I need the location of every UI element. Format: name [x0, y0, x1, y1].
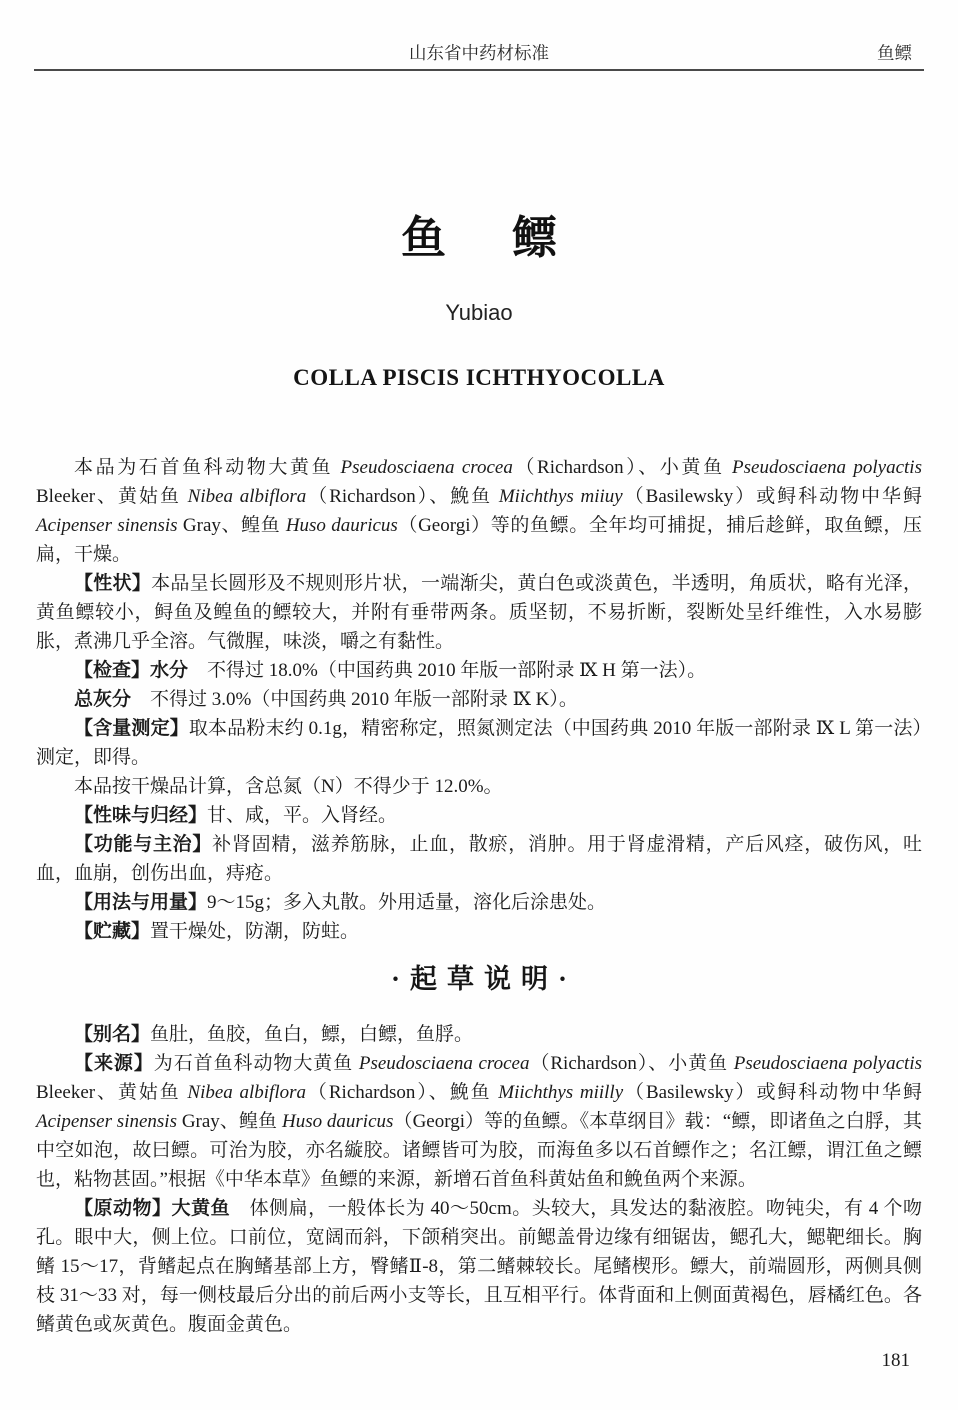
paragraph-total-ash: [36, 685, 922, 714]
text-run: Bleeker、黄姑鱼: [36, 486, 188, 507]
text-run: Bleeker、黄姑鱼: [36, 1082, 188, 1103]
monograph-body: [36, 453, 922, 946]
paragraph-storage: [36, 917, 922, 946]
text-run: Pseudosciaena crocea: [358, 1053, 530, 1074]
text-run: 【检查】水分: [74, 660, 189, 681]
text-run: （Basilewsky）或鲟科动物中华鲟: [623, 1082, 922, 1103]
monograph-title-latin: COLLA PISCIS ICHTHYOCOLLA: [293, 365, 665, 390]
text-run: 不得过 3.0%（中国药典 2010 年版一部附录 Ⅸ K）。: [131, 689, 578, 710]
text-run: 【用法与用量】: [74, 892, 208, 913]
monograph-title-cn: [36, 212, 922, 264]
text-run: 【别名】: [74, 1024, 151, 1045]
text-run: 置干燥处，防潮，防蛀。: [150, 921, 360, 942]
text-run: 本品为石首鱼科动物大黄鱼: [74, 457, 341, 478]
text-run: Nibea albiflora: [187, 1082, 306, 1103]
text-run: Huso dauricus: [285, 515, 398, 536]
paragraph-dosage: [36, 888, 922, 917]
text-run: 总灰分: [74, 689, 132, 710]
text-run: 【性味与归经】: [74, 805, 208, 826]
header-book-title: 山东省中药材标准: [409, 43, 549, 63]
text-run: （Basilewsky）或鲟科动物中华鲟: [622, 486, 922, 507]
draft-notes-heading: ·起草说明·: [390, 964, 577, 994]
header-rule: [34, 69, 924, 71]
text-run: （Richardson）、鮸鱼: [306, 486, 499, 507]
text-run: Miichthys miilly: [498, 1082, 624, 1103]
title-char-second: 鳔: [512, 212, 558, 263]
text-run: （Georgi）等的鱼鳔。《本草纲目》载：“鳔，即诸鱼之白脬，其中空如泡，故曰鳔。可治为胶，亦名縼胶。诸鳔皆可为胶，而海鱼多以石首鳔作之；名江鳔，谓江鱼之鳔也，粘物甚固。”根据《中华本草》鱼鳔的来源，新增石首鱼科黄姑鱼和鮸鱼两个来源。: [36, 1111, 922, 1190]
paragraph-assay-limit: [36, 772, 922, 801]
text-run: （Georgi）等的鱼鳔。全年均可捕捉，捕后趁鲜，取鱼鳔，压扁，干燥。: [36, 515, 922, 565]
text-run: Miichthys miiuy: [498, 486, 623, 507]
draft-notes-body: [36, 1020, 922, 1339]
text-run: （Richardson）、鮸鱼: [306, 1082, 499, 1103]
text-run: Gray、鳇鱼: [177, 515, 286, 536]
paragraph-assay: [36, 714, 922, 772]
text-run: Huso dauricus: [281, 1111, 394, 1132]
text-run: 【性状】: [74, 573, 152, 594]
paragraph-original-animal: [36, 1194, 922, 1339]
text-run: Acipenser sinensis: [36, 515, 178, 536]
text-run: （Richardson）、小黄鱼: [512, 457, 733, 478]
text-run: 本品呈长圆形及不规则形片状，一端渐尖，黄白色或淡黄色，半透明，角质状，略有光泽，黄鱼鳔较小，鲟鱼及鳇鱼的鳔较大，并附有垂带两条。质坚韧，不易折断，裂断处呈纤维性，入水易膨胀，煮沸几乎全溶。气微腥，味淡，嚼之有黏性。: [36, 573, 922, 652]
text-run: Gray、鳇鱼: [176, 1111, 282, 1132]
text-run: （Richardson）、小黄鱼: [529, 1053, 734, 1074]
text-run: 【含量测定】: [74, 718, 189, 739]
text-run: 为石首鱼科动物大黄鱼: [153, 1053, 359, 1074]
paragraph-inspection-moisture: [36, 656, 922, 685]
paragraph-flavor-meridian: [36, 801, 922, 830]
text-run: 甘、咸，平。入肾经。: [207, 805, 398, 826]
paragraph-description: [36, 569, 922, 656]
running-header: [0, 40, 958, 66]
text-run: Pseudosciaena crocea: [340, 457, 513, 478]
monograph-title-pinyin: Yubiao: [445, 300, 513, 325]
paragraph-alias: [36, 1020, 922, 1049]
text-run: 【来源】: [74, 1053, 154, 1074]
paragraph-origin: [36, 1049, 922, 1194]
text-run: Acipenser sinensis: [36, 1111, 177, 1132]
text-run: 不得过 18.0%（中国药典 2010 年版一部附录 Ⅸ H 第一法）。: [188, 660, 707, 681]
paragraph-source-summary: [36, 453, 922, 569]
text-run: 9～15g；多入丸散。外用适量，溶化后涂患处。: [207, 892, 607, 913]
text-run: Pseudosciaena polyactis: [733, 1053, 922, 1074]
text-run: 【贮藏】: [74, 921, 151, 942]
text-run: Pseudosciaena polyactis: [732, 457, 922, 478]
title-char-first: 鱼: [400, 212, 446, 263]
text-run: 补肾固精，滋养筋脉，止血，散瘀，消肿。用于肾虚滑精，产后风痉，破伤风，吐血，血崩，创伤出血，痔疮。: [36, 834, 922, 884]
text-run: 鱼肚，鱼胶，鱼白，鳔，白鳔，鱼脬。: [150, 1024, 474, 1045]
page-number: 181: [881, 1350, 910, 1371]
text-run: 体侧扁，一般体长为 40～50cm。头较大，具发达的黏液腔。吻钝尖，有 4 个吻孔。眼中大，侧上位。口前位，宽阔而斜，下颌稍突出。前鳃盖骨边缘有细锯齿，鳃孔大，鳃靶细长。胸鳍 15～17，背鳍起点在胸鳍基部上方，臀鳍Ⅱ-8，第二鳍棘较长。尾鳍楔形。鳔大，前端圆形，两侧具侧枝 31～33 对，每一侧枝最后分出的前后两小支等长，且互相平行。体背面和上侧面黄褐色，唇橘红色。各鳍黄色或灰黄色。腹面金黄色。: [36, 1198, 922, 1335]
text-run: 【原动物】大黄鱼: [74, 1198, 231, 1219]
header-monograph-name: 鱼鳔: [877, 43, 912, 63]
text-run: 【功能与主治】: [74, 834, 213, 855]
text-run: 本品按干燥品计算，含总氮（N）不得少于 12.0%。: [74, 776, 503, 797]
text-run: Nibea albiflora: [187, 486, 307, 507]
text-run: 取本品粉末约 0.1g，精密称定，照氮测定法（中国药典 2010 年版一部附录 Ⅸ L 第一法）测定，即得。: [36, 718, 922, 768]
paragraph-functions-indications: [36, 830, 922, 888]
